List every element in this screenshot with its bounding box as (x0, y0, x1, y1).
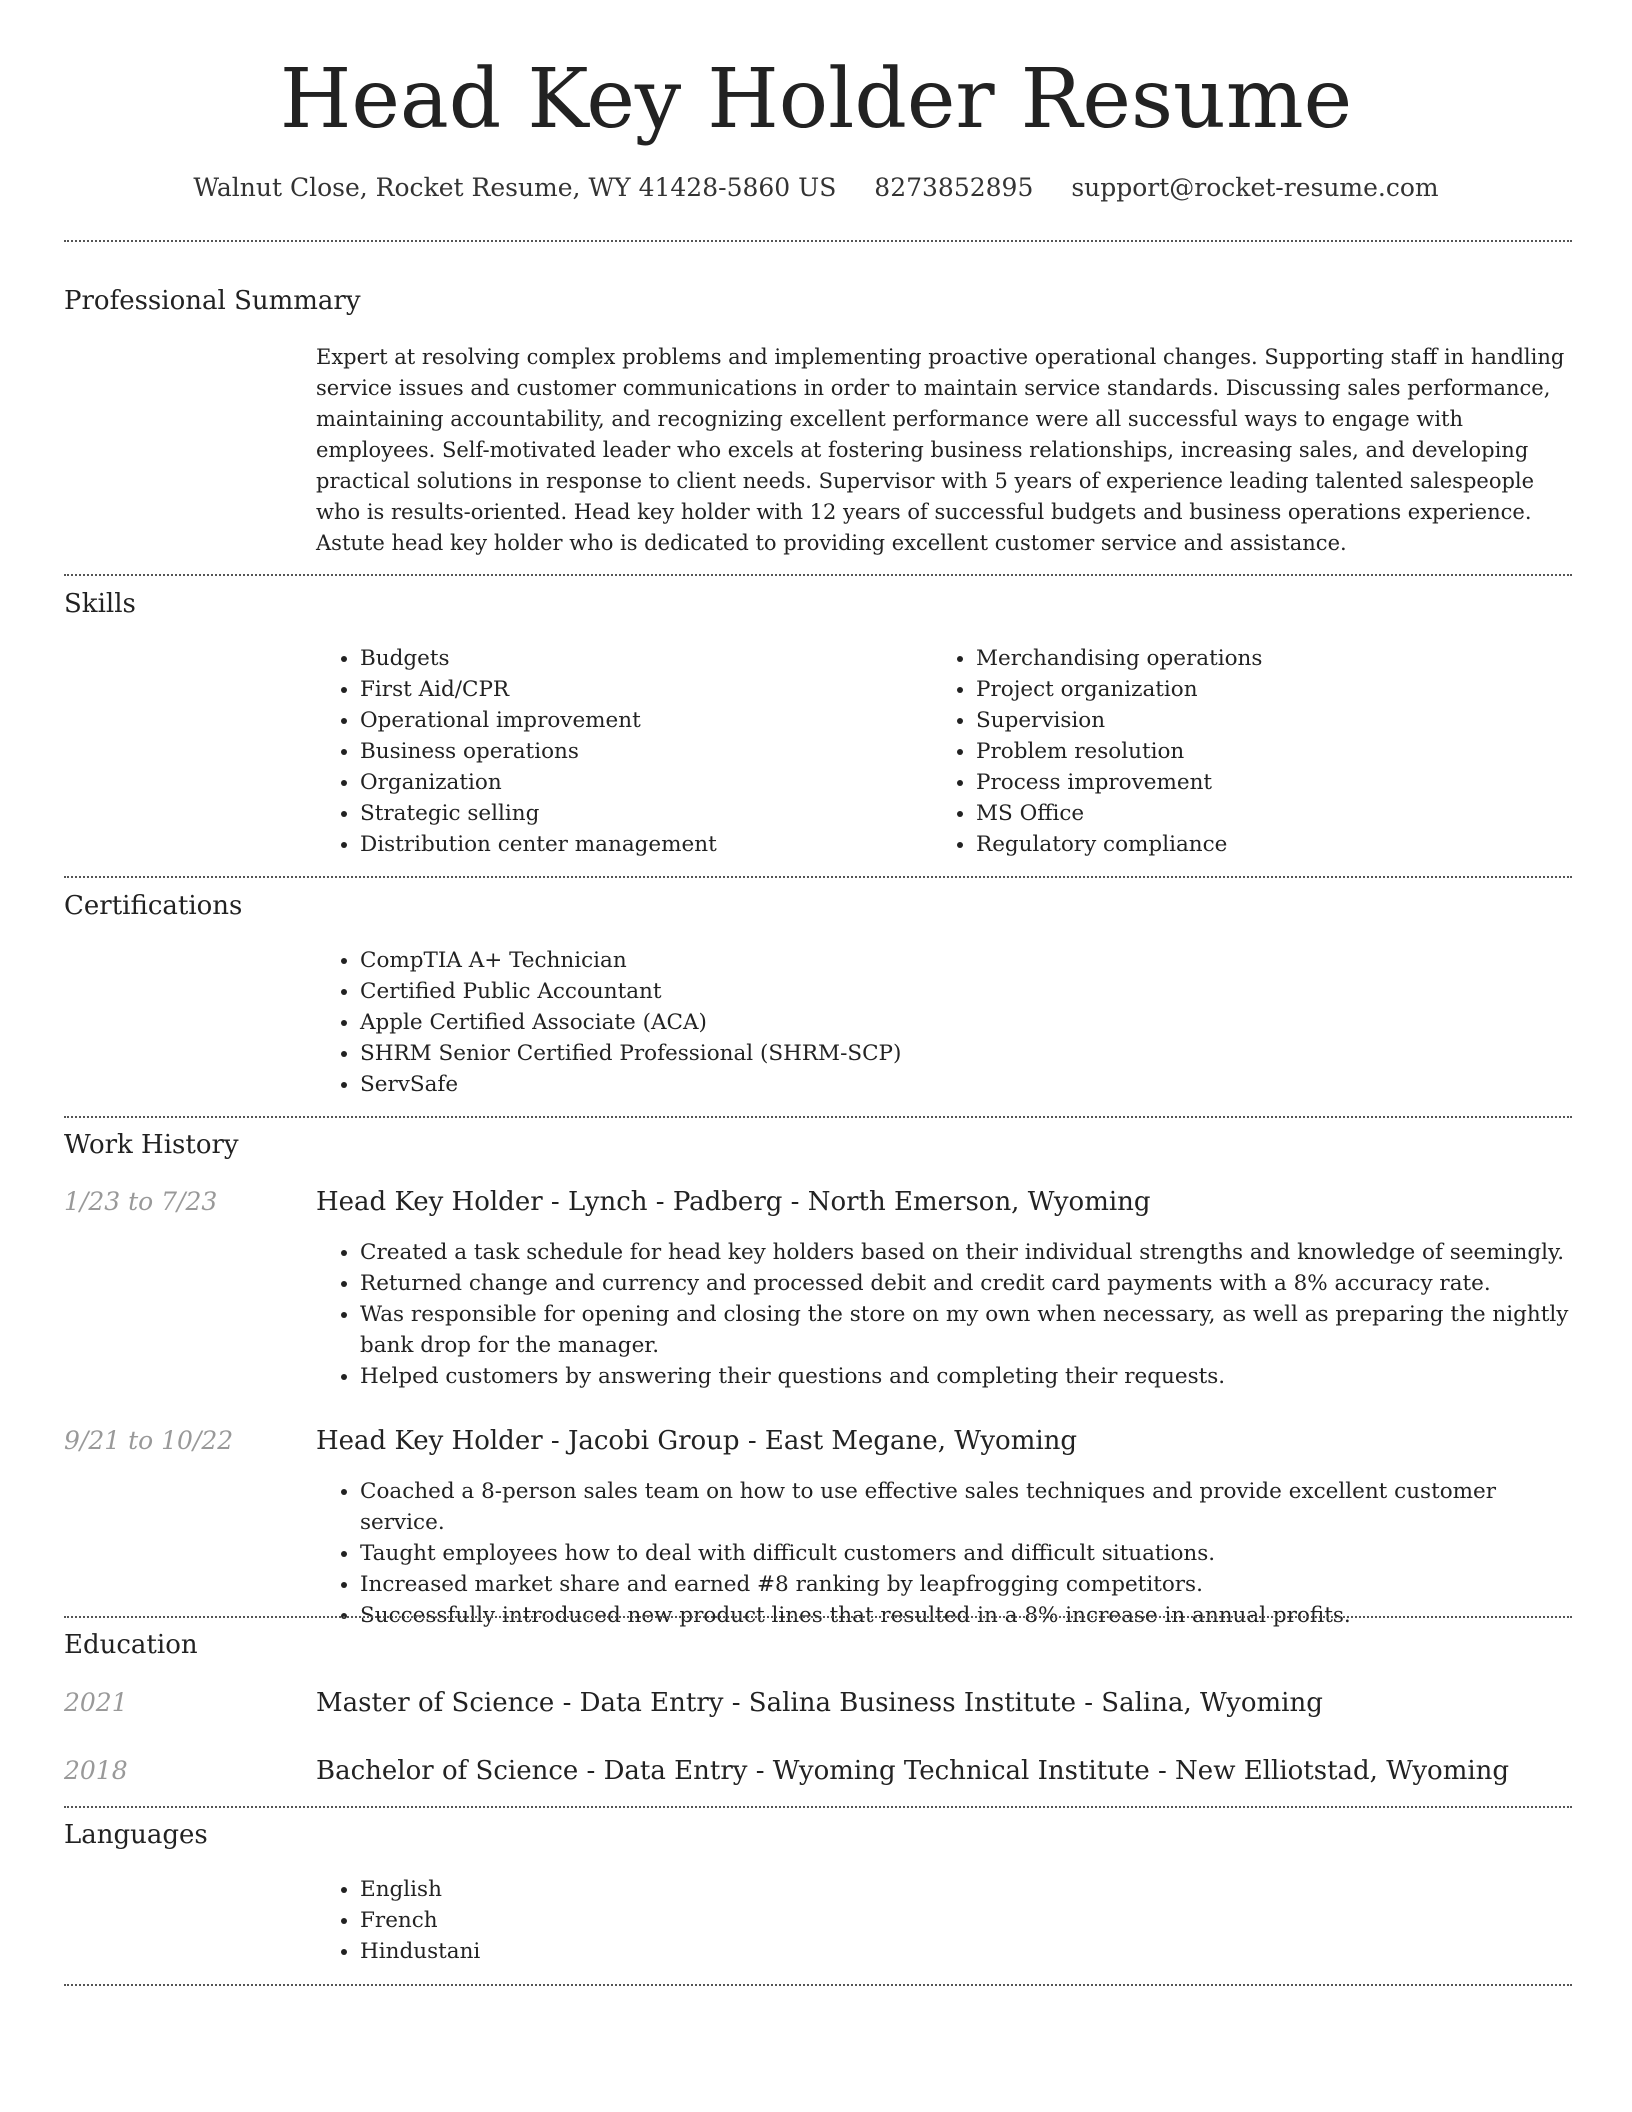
school-name: - Wyoming Technical Institute - New Elliotstad, Wyoming (747, 1756, 1510, 1786)
list-item: • Certified Public Accountant (360, 976, 1572, 1007)
list-item: • Returned change and currency and processed debit and credit card payments with a 8% accuracy rate. (360, 1268, 1572, 1299)
certifications-heading: Certifications (64, 891, 243, 921)
list-item: • Operational improvement (360, 705, 920, 736)
job-title: Head Key Holder - Jacobi Group - East Megane, Wyoming (316, 1426, 1078, 1456)
job-dates: 1/23 to 7/23 (64, 1187, 218, 1216)
languages-list (316, 1874, 1572, 1967)
list-item: • CompTIA A+ Technician (360, 945, 1572, 976)
list-item: • French (360, 1905, 1572, 1936)
job-bullets (316, 1476, 1572, 1631)
job-dates: 9/21 to 10/22 (64, 1426, 234, 1455)
degree-name: Master of Science - Data Entry (316, 1688, 724, 1718)
list-item: • Coached a 8-person sales team on how to use effective sales techniques and provide excellent customer service. (360, 1476, 1572, 1538)
summary-text: Expert at resolving complex problems and implementing proactive operational changes. Supporting staff in handling service issues and customer communications in order to maintain service standards. Discussing sales performance, maintaining accountability, and recognizing excellent performance were all successful ways to engage with employees. Self-motivated leader who excels at fostering business relationships, increasing sales, and developing practical solutions in response to client needs. Supervisor with 5 years of experience leading talented salespeople who is results-oriented. Head key holder with 12 years of successful budgets and business operations experience. Astute head key holder who is dedicated to providing excellent customer service and assistance. (316, 345, 1565, 555)
education-entry (316, 1686, 1323, 1720)
education-year: 2021 (64, 1688, 128, 1717)
list-item: • Hindustani (360, 1936, 1572, 1967)
section-divider (64, 240, 1572, 242)
list-item: • MS Office (976, 798, 1576, 829)
skills-list-left (316, 643, 920, 860)
list-item: • Merchandising operations (976, 643, 1576, 674)
section-divider (64, 876, 1572, 878)
list-item: • Created a task schedule for head key holders based on their individual strengths and knowledge of seemingly. (360, 1237, 1572, 1268)
list-item: • SHRM Senior Certified Professional (SHRM-SCP) (360, 1038, 1572, 1069)
contact-email[interactable]: support@rocket-resume.com (1071, 173, 1439, 202)
list-item: • Apple Certified Associate (ACA) (360, 1007, 1572, 1038)
job-title: Head Key Holder - Lynch - Padberg - North Emerson, Wyoming (316, 1187, 1151, 1217)
section-divider (64, 574, 1572, 576)
list-item: • Business operations (360, 736, 920, 767)
certifications-list (316, 945, 1572, 1100)
list-item: • ServSafe (360, 1069, 1572, 1100)
list-item: • Increased market share and earned #8 ranking by leapfrogging competitors. (360, 1569, 1572, 1600)
section-divider (64, 1806, 1572, 1808)
resume-title: Head Key Holder Resume (279, 52, 1353, 147)
list-item: • Organization (360, 767, 920, 798)
list-item: • Regulatory compliance (976, 829, 1576, 860)
list-item: • Strategic selling (360, 798, 920, 829)
list-item: • Project organization (976, 674, 1576, 705)
education-entry (316, 1754, 1509, 1788)
list-item: • Distribution center management (360, 829, 920, 860)
section-divider (64, 1616, 1572, 1618)
list-item: • Process improvement (976, 767, 1576, 798)
school-name: - Salina Business Institute - Salina, Wyoming (723, 1688, 1323, 1718)
work-history-heading: Work History (64, 1130, 239, 1160)
languages-heading: Languages (64, 1820, 208, 1850)
section-divider (64, 1984, 1572, 1986)
job-bullets (316, 1237, 1572, 1392)
degree-name: Bachelor of Science - Data Entry (316, 1756, 748, 1786)
skills-list-right (932, 643, 1576, 860)
list-item: • Taught employees how to deal with difficult customers and difficult situations. (360, 1538, 1572, 1569)
list-item: • Successfully introduced new product lines that resulted in a 8% increase in annual profits. (360, 1600, 1572, 1631)
contact-phone: 8273852895 (874, 173, 1034, 202)
skills-heading: Skills (64, 589, 136, 619)
list-item: • First Aid/CPR (360, 674, 920, 705)
list-item: • Budgets (360, 643, 920, 674)
list-item: • Was responsible for opening and closing the store on my own when necessary, as well as preparing the nightly bank drop for the manager. (360, 1299, 1572, 1361)
list-item: • Helped customers by answering their questions and completing their requests. (360, 1361, 1572, 1392)
list-item: • Problem resolution (976, 736, 1576, 767)
summary-heading: Professional Summary (64, 286, 361, 316)
contact-line (0, 172, 1632, 204)
education-year: 2018 (64, 1756, 128, 1785)
list-item: • Supervision (976, 705, 1576, 736)
list-item: • English (360, 1874, 1572, 1905)
section-divider (64, 1116, 1572, 1118)
contact-address: Walnut Close, Rocket Resume, WY 41428-5860 US (193, 173, 837, 202)
education-heading: Education (64, 1630, 198, 1660)
